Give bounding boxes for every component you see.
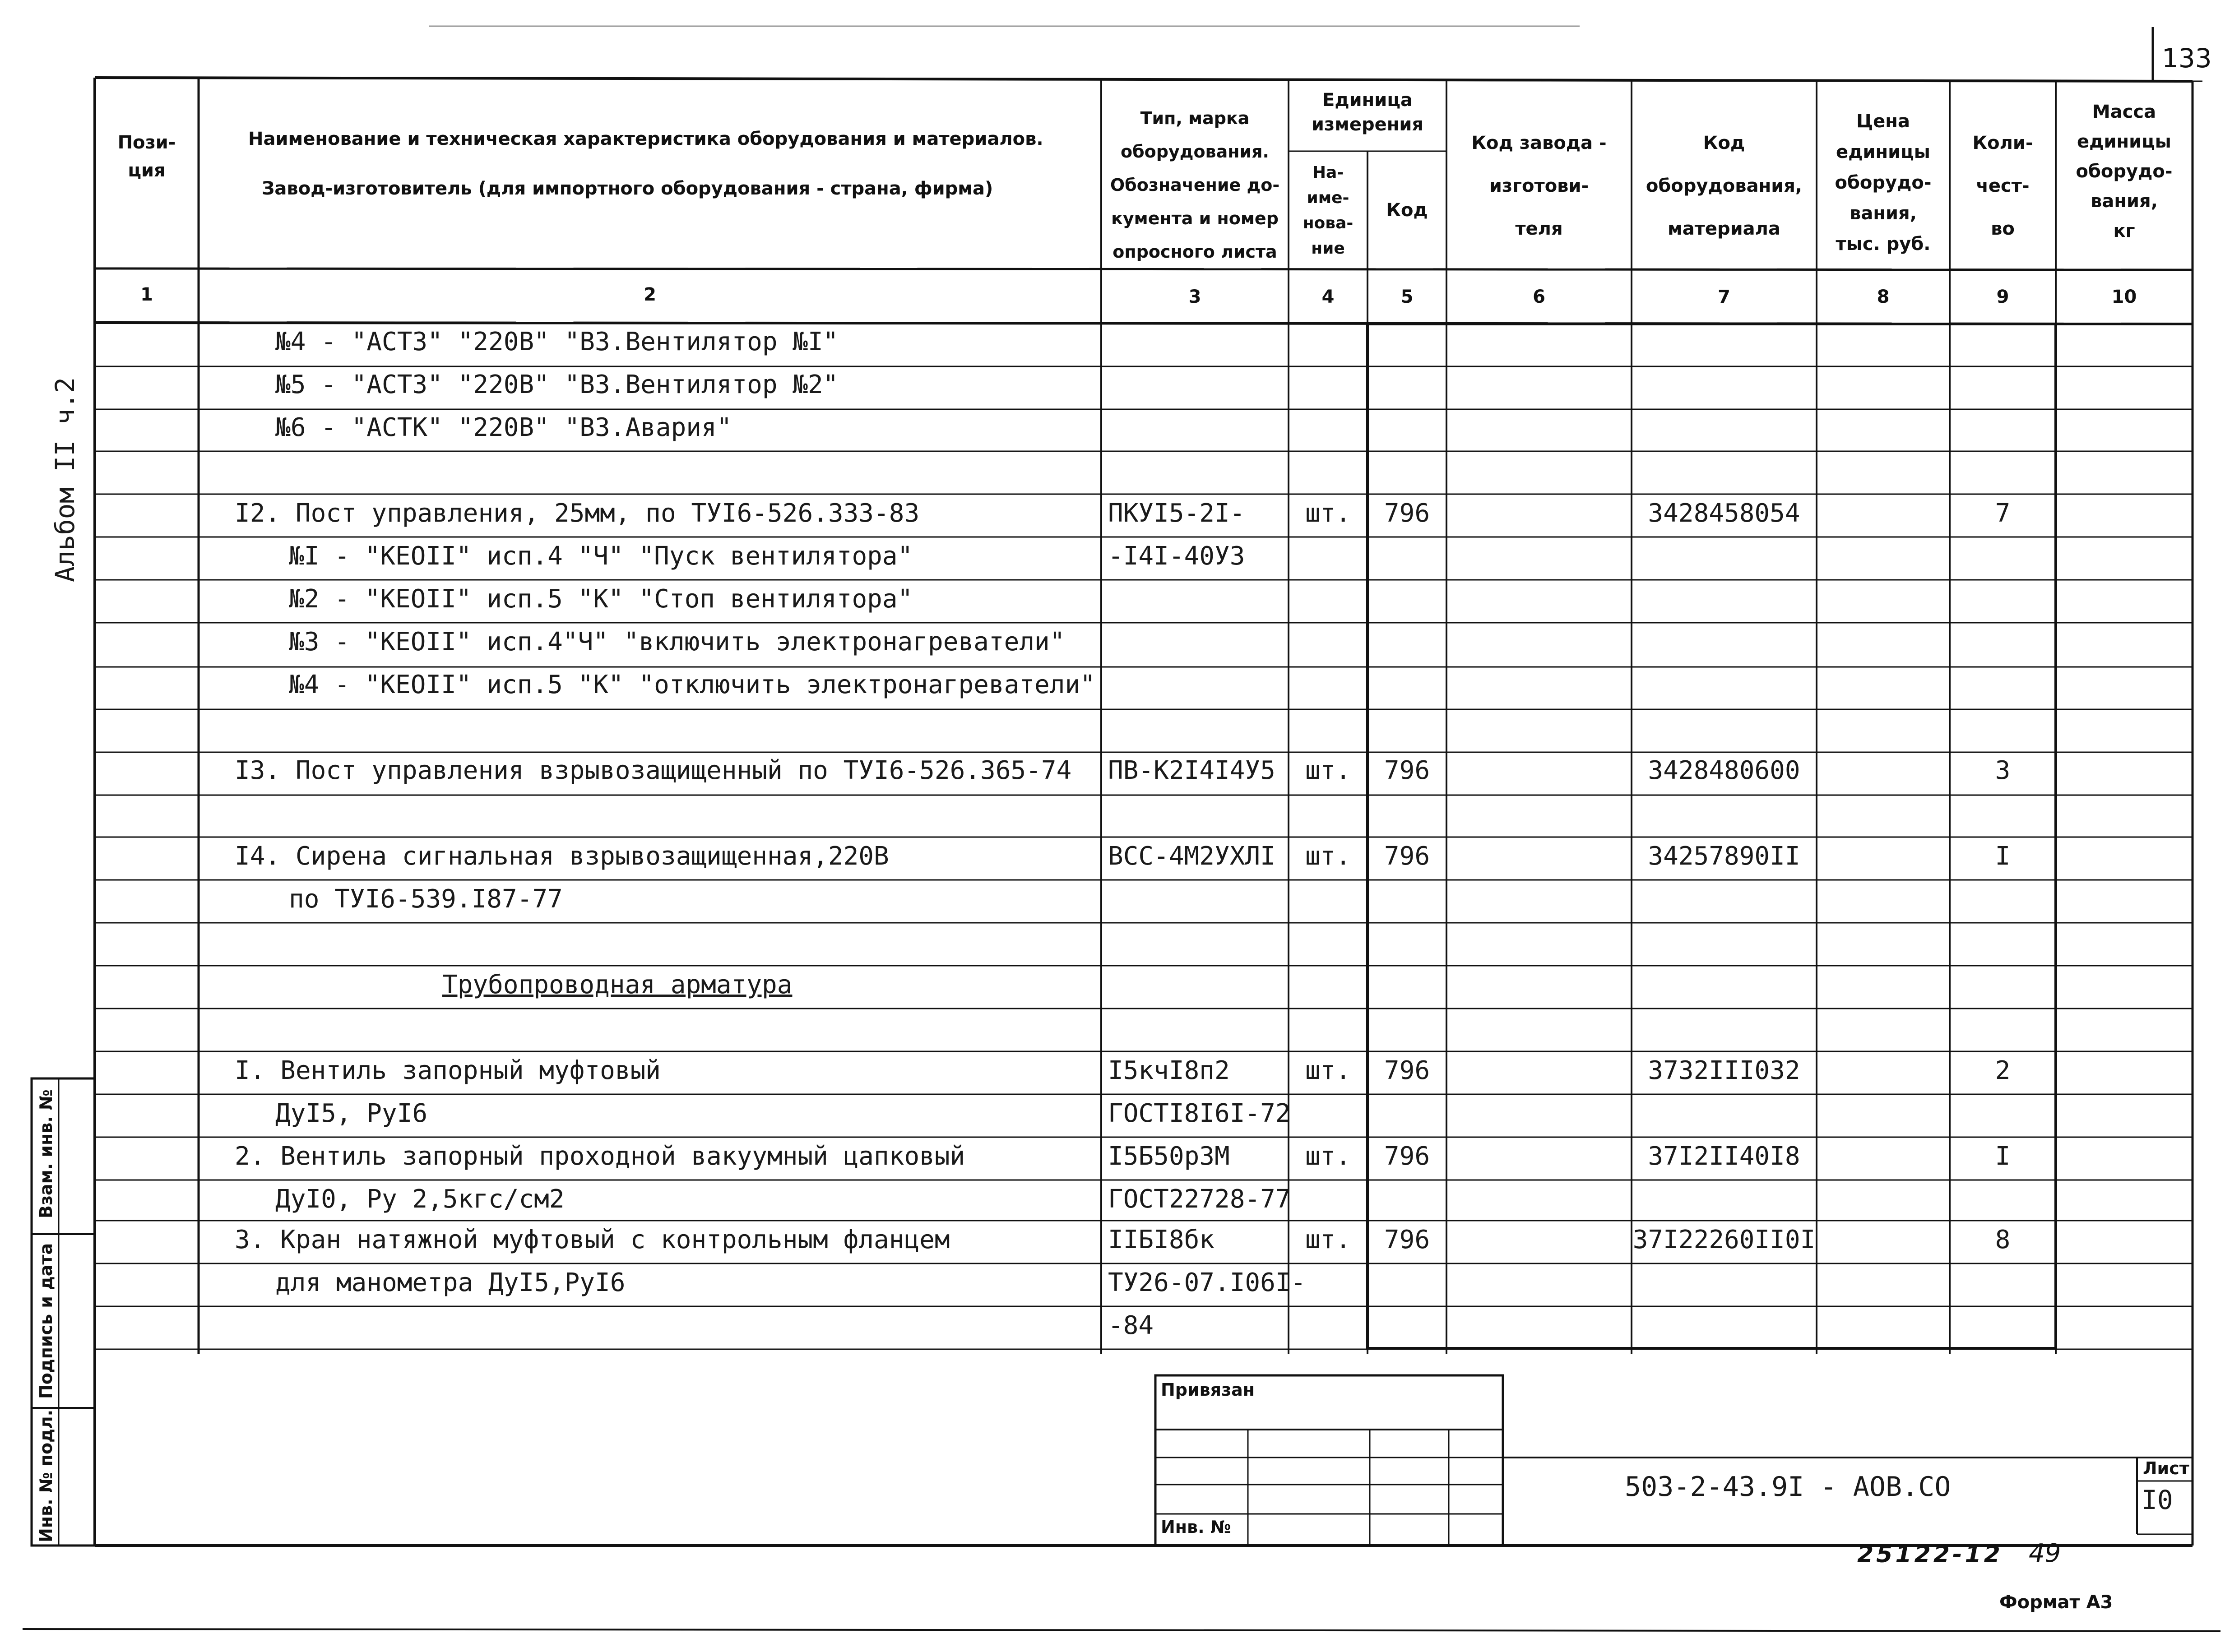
row-name: I4. Сирена сигнальная взрывозащищенная,220В [235,842,889,871]
row-equipment-code: 34257890II [1648,842,1800,871]
col-num-1: 1 [140,284,153,305]
col9-header: Коли- чест- во [1972,133,2033,239]
col7-header: Код оборудования, материала [1646,133,1803,239]
col-num-10: 10 [2111,287,2137,307]
row-unit: шт. [1305,756,1351,785]
row-name: I. Вентиль запорный муфтовый [235,1056,661,1085]
format-label: Формат А3 [1999,1592,2113,1613]
row-type: ТУ26-07.I06I- [1108,1268,1306,1297]
row-quantity: 2 [1995,1056,2011,1085]
archive-number: 25122-12 [1857,1541,2003,1568]
row-quantity: 8 [1995,1225,2011,1254]
row-unit-code: 796 [1384,842,1430,871]
row-type: ВСС-4М2УХЛI [1108,842,1275,871]
unit-group-header: Единица измерения [1311,90,1424,135]
col-num-6: 6 [1533,287,1545,307]
col-num-9: 9 [1996,287,2009,307]
row-name: №5 - "АСТЗ" "220В" "В3.Вентилятор №2" [275,370,839,399]
row-quantity: I [1995,842,2011,871]
row-type: I5кчI8п2 [1108,1056,1230,1085]
sheet-number: I0 [2142,1485,2173,1515]
row-unit: шт. [1305,1056,1351,1085]
row-name: I3. Пост управления взрывозащищенный по ТУI6-526.365-74 [235,756,1072,785]
row-type: ПКУI5-2I- [1108,499,1245,528]
row-unit: шт. [1305,1225,1351,1254]
row-quantity: I [1995,1142,2011,1171]
row-type: ПВ-К2I4I4У5 [1108,756,1275,785]
side-inv-podl: Инв. № подл. [36,1409,56,1542]
bound-label: Привязан [1161,1380,1255,1400]
row-name: 2. Вентиль запорный проходной вакуумный цапковый [235,1142,965,1171]
row-name: I2. Пост управления, 25мм, по ТУI6-526.333-83 [235,499,920,528]
row-equipment-code: 3732III032 [1648,1056,1800,1085]
row-name: №I - "КЕОII" исп.4 "Ч" "Пуск вентилятора" [289,541,913,571]
col2-header-line1: Наименование и техническая характеристика оборудования и материалов. [248,129,1043,149]
album-label: Альбом II ч.2 [50,377,80,582]
row-equipment-code: 37I2II40I8 [1648,1142,1800,1171]
row-name: №3 - "КЕОII" исп.4"Ч" "включить электронагреватели" [289,627,1065,657]
row-unit: шт. [1305,842,1351,871]
row-quantity: 7 [1995,499,2011,528]
row-type: -84 [1108,1311,1154,1340]
row-name: №6 - "АСТК" "220В" "В3.Авария" [275,413,732,442]
col-num-5: 5 [1400,287,1414,307]
row-name: Трубопроводная арматура [442,970,793,1000]
archive-number-2: 49 [2029,1539,2061,1568]
sheet-label: Лист [2143,1458,2189,1478]
col5-header: Код [1386,200,1428,221]
inv-label: Инв. № [1161,1517,1231,1537]
row-equipment-code: 37I22260II0I [1632,1225,1816,1254]
col10-header: Масса единицы оборудо- вания, кг [2076,102,2173,241]
row-unit-code: 796 [1384,1225,1430,1254]
row-type: ГОСТI8I6I-72 [1108,1099,1291,1128]
row-name: №2 - "КЕОII" исп.5 "К" "Стоп вентилятора" [289,584,913,614]
col4-header: На- име- нова- ние [1303,163,1354,258]
corner-page-number: 133 [2162,43,2212,74]
col-num-2: 2 [644,284,656,305]
row-unit: шт. [1305,1142,1351,1171]
col6-header: Код завода - изготови- теля [1471,133,1607,239]
row-name: по ТУI6-539.I87-77 [289,884,563,914]
row-type: I5Б50р3М [1108,1142,1230,1171]
row-unit-code: 796 [1384,1142,1430,1171]
side-vzam-inv: Взам. инв. № [36,1089,56,1218]
row-type: -I4I-40У3 [1108,541,1245,571]
row-type: ГОСТ22728-77 [1108,1185,1291,1214]
row-name: №4 - "КЕОII" исп.5 "К" "отключить электронагреватели" [289,670,1095,699]
row-unit-code: 796 [1384,499,1430,528]
col-num-4: 4 [1321,287,1335,307]
col-num-3: 3 [1188,287,1201,307]
row-name: ДуI0, Ру 2,5кгс/см2 [275,1185,565,1214]
col2-header-line2: Завод-изготовитель (для импортного оборудования - страна, фирма) [262,178,993,199]
col-num-8: 8 [1877,287,1890,307]
side-sign-date: Подпись и дата [36,1243,56,1399]
row-name: ДуI5, РуI6 [275,1099,428,1128]
row-equipment-code: 3428480600 [1648,756,1800,785]
row-unit-code: 796 [1384,756,1430,785]
col3-header: Тип, марка оборудования. Обозначение до- кумента и номер опросного листа [1110,108,1280,262]
document-code: 503-2-43.9I - АОВ.СО [1625,1471,1951,1503]
row-name: №4 - "АСТЗ" "220В" "В3.Вентилятор №I" [275,327,839,356]
col-num-7: 7 [1718,287,1730,307]
row-quantity: 3 [1995,756,2011,785]
col1-header: Пози- ция [117,132,176,181]
row-name: 3. Кран натяжной муфтовый с контрольным фланцем [235,1225,950,1254]
row-unit: шт. [1305,499,1351,528]
row-type: IIБI8бк [1108,1225,1215,1254]
row-unit-code: 796 [1384,1056,1430,1085]
col8-header: Цена единицы оборудо- вания, тыс. руб. [1835,111,1932,255]
row-equipment-code: 3428458054 [1648,499,1800,528]
row-name: для манометра ДуI5,РуI6 [275,1268,626,1297]
